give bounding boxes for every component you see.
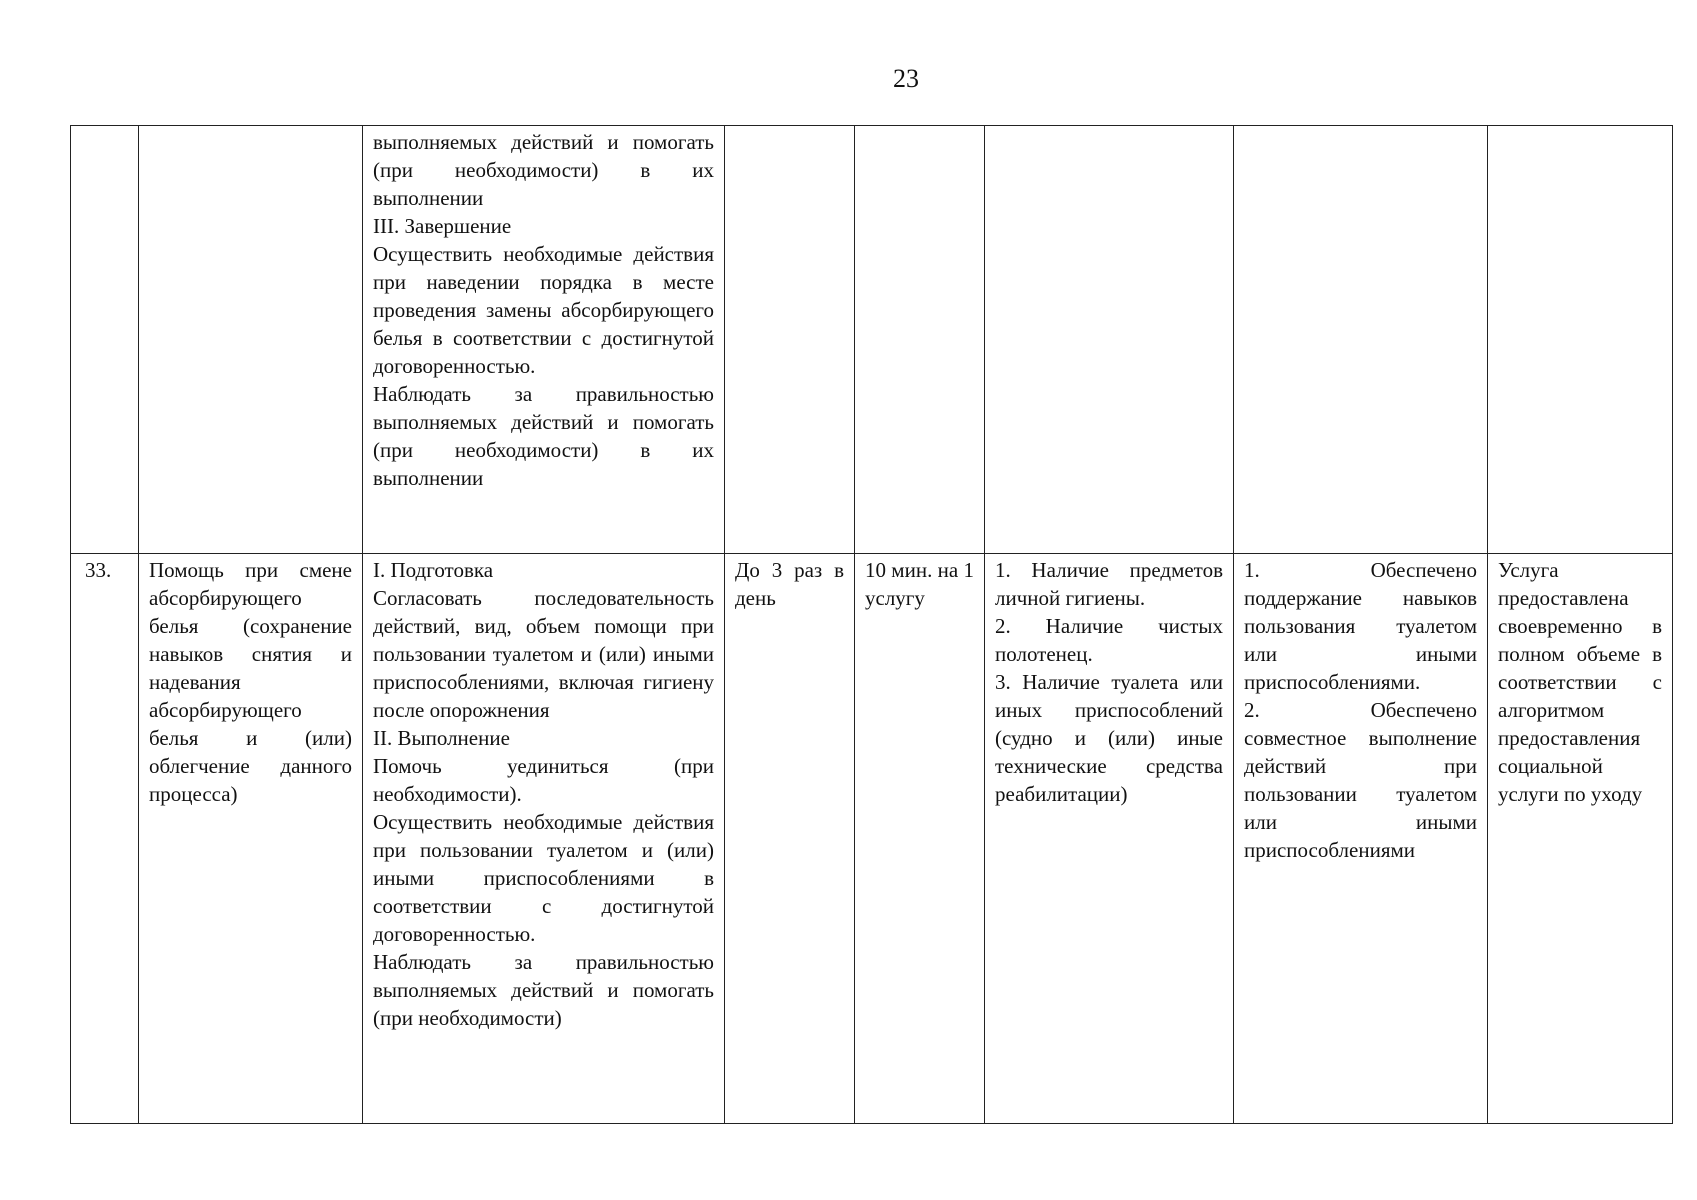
procedure-paragraph: III. Завершение xyxy=(373,214,512,238)
table-row-33 xyxy=(71,554,1673,1124)
procedure-paragraph: Помочь уединиться (при необходимости). xyxy=(373,754,714,806)
procedure-paragraph: Наблюдать за правильностью выполняемых действий и помогать (при необходимости) xyxy=(373,950,714,1030)
cell-procedure xyxy=(363,554,725,1124)
cell-service-name: Помощь при смене абсорбирующего белья (сохранение навыков снятия и надевания абсорбирующего белья и (или) облегчение данного процесса) xyxy=(139,554,363,1124)
cell-results xyxy=(1234,554,1488,1124)
cell-conditions xyxy=(985,554,1234,1124)
cell-frequency xyxy=(725,126,855,554)
procedure-paragraph: Согласовать последовательность действий, вид, объем помощи при пользовании туалетом и (или) иными приспособлениями, включая гигиену после опорожнения xyxy=(373,586,714,722)
procedure-paragraph: II. Выполнение xyxy=(373,726,510,750)
cell-results xyxy=(1234,126,1488,554)
procedure-paragraph: Осуществить необходимые действия при пользовании туалетом и (или) иными приспособлениями в соответствии с достигнутой договоренностью. xyxy=(373,810,714,946)
cell-time-norm xyxy=(855,126,985,554)
cell-quality xyxy=(1488,126,1673,554)
condition-item: 2. Наличие чистых полотенец. xyxy=(995,614,1223,666)
cell-procedure xyxy=(363,126,725,554)
page-number: 23 xyxy=(893,64,919,93)
result-item: 1. Обеспечено поддержание навыков пользования туалетом или иными приспособлениями. xyxy=(1244,558,1477,694)
table-row-continuation xyxy=(71,126,1673,554)
cell-number xyxy=(71,126,139,554)
procedure-paragraph: выполняемых действий и помогать (при необходимости) в их выполнении xyxy=(373,130,714,210)
result-item: 2. Обеспечено совместное выполнение действий при пользовании туалетом или иными приспособлениями xyxy=(1244,698,1477,862)
standards-table xyxy=(70,125,1673,1124)
procedure-paragraph: Осуществить необходимые действия при наведении порядка в месте проведения замены абсорбирующего белья в соответствии с достигнутой договоренностью. xyxy=(373,242,714,378)
cell-conditions xyxy=(985,126,1234,554)
condition-item: 3. Наличие туалета или иных приспособлений (судно и (или) иные технические средства реабилитации) xyxy=(995,670,1223,806)
procedure-paragraph: I. Подготовка xyxy=(373,558,494,582)
cell-frequency: До 3 раз в день xyxy=(725,554,855,1124)
cell-time-norm: 10 мин. на 1 услугу xyxy=(855,554,985,1124)
cell-number: 33. xyxy=(71,554,139,1124)
cell-quality: Услуга предоставлена своевременно в полном объеме в соответствии с алгоритмом предоставления социальной услуги по уходу xyxy=(1488,554,1673,1124)
condition-item: 1. Наличие предметов личной гигиены. xyxy=(995,558,1223,610)
procedure-paragraph: Наблюдать за правильностью выполняемых действий и помогать (при необходимости) в их выполнении xyxy=(373,382,714,490)
cell-service-name xyxy=(139,126,363,554)
